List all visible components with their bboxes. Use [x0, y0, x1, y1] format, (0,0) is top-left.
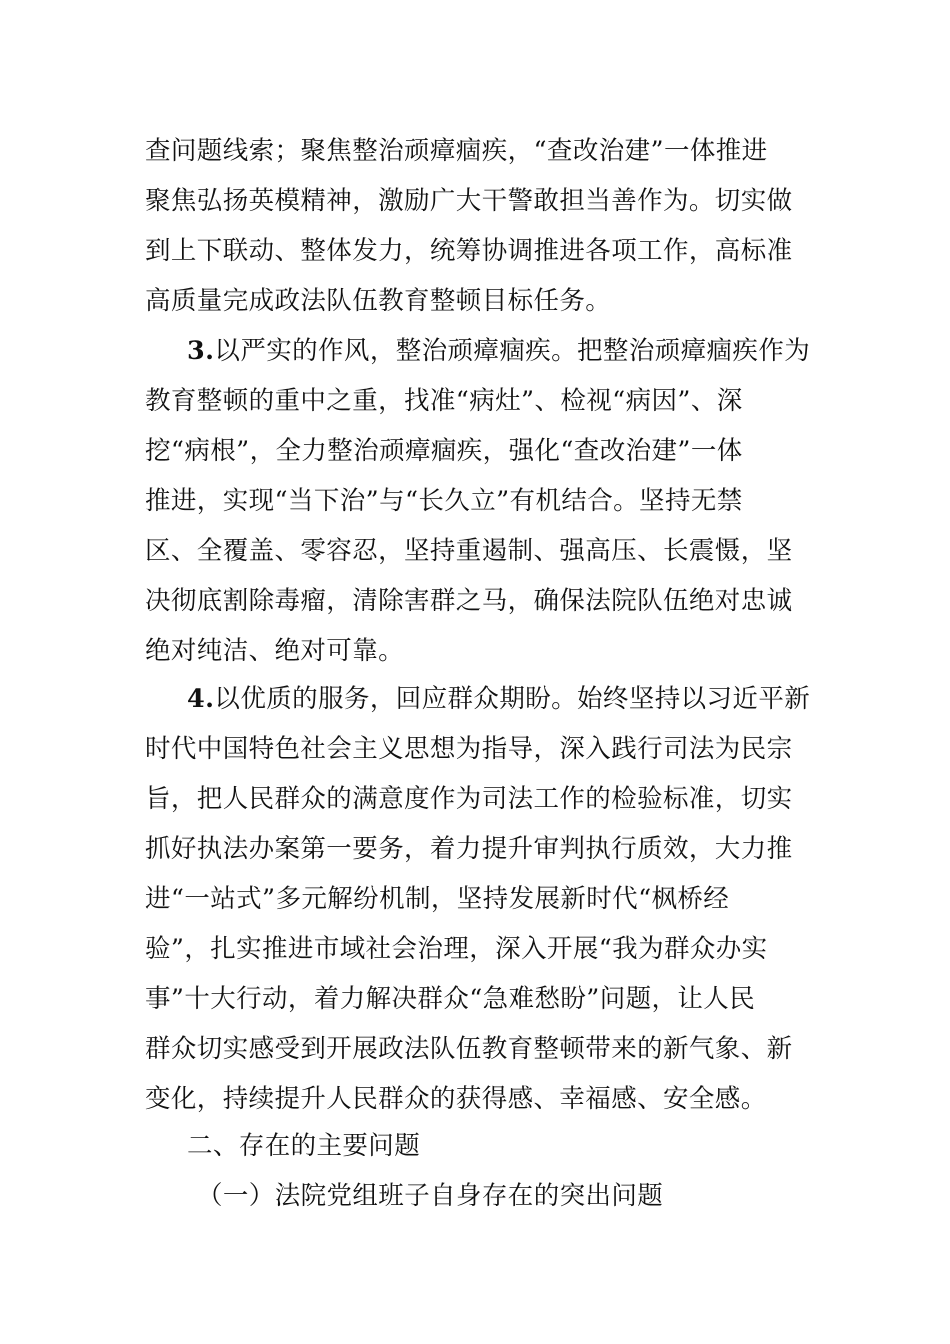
- paragraph-3-line: 事”十大行动，着力解决群众“急难愁盼”问题，让人民: [145, 984, 756, 1014]
- paragraph-2: [145, 326, 811, 676]
- paragraph-2-line: 教育整顿的重中之重，找准“病灶”、检视“病因”、深: [145, 386, 743, 416]
- paragraph-1-line: 聚焦弘扬英模精神，激励广大干警敢担当善作为。切实做: [145, 186, 793, 216]
- paragraph-3-first-line: [145, 674, 811, 724]
- paragraph-3-number: 4.: [187, 684, 215, 714]
- paragraph-3-line: 群众切实感受到开展政法队伍教育整顿带来的新气象、新: [145, 1034, 793, 1064]
- paragraph-3-line: 旨，把人民群众的满意度作为司法工作的检验标准，切实: [145, 784, 793, 814]
- paragraph-3-line: 验”，扎实推进市域社会治理，深入开展“我为群众办实: [145, 934, 768, 964]
- paragraph-3-line: 进“一站式”多元解纷机制，坚持发展新时代“枫桥经: [145, 884, 730, 914]
- paragraph-1: [145, 126, 805, 326]
- paragraph-3-line: 时代中国特色社会主义思想为指导，深入践行司法为民宗: [145, 734, 793, 764]
- paragraph-2-line: 绝对纯洁、绝对可靠。: [145, 636, 405, 666]
- paragraph-2-number: 3.: [187, 336, 215, 366]
- paragraph-1-line: 到上下联动、整体发力，统筹协调推进各项工作，高标准: [145, 236, 793, 266]
- paragraph-2-line: 推进，实现“当下治”与“长久立”有机结合。坚持无禁: [145, 486, 743, 516]
- paragraph-1-line: 高质量完成政法队伍教育整顿目标任务。: [145, 286, 612, 316]
- paragraph-3-first-line-text: 以优质的服务，回应群众期盼。始终坚持以习近平新: [214, 684, 811, 714]
- paragraph-3: [145, 674, 811, 1124]
- paragraph-3-line: 抓好执法办案第一要务，着力提升审判执行质效，大力推: [145, 834, 793, 864]
- paragraph-2-first-line-text: 以严实的作风，整治顽瘴痼疾。把整治顽瘴痼疾作为: [214, 336, 811, 366]
- paragraph-1-line: 查问题线索；聚焦整治顽瘴痼疾，“查改治建”一体推进: [145, 136, 768, 166]
- paragraph-2-first-line: [145, 326, 811, 376]
- section-heading-text: 二、存在的主要问题: [187, 1131, 421, 1161]
- subsection-heading: [145, 1171, 805, 1221]
- subsection-heading-text: （一）法院党组班子自身存在的突出问题: [197, 1181, 664, 1211]
- paragraph-2-line: 区、全覆盖、零容忍，坚持重遏制、强高压、长震慑，坚: [145, 536, 793, 566]
- paragraph-2-line: 决彻底割除毒瘤，清除害群之马，确保法院队伍绝对忠诚: [145, 586, 793, 616]
- paragraph-3-line: 变化，持续提升人民群众的获得感、幸福感、安全感。: [145, 1084, 767, 1114]
- section-heading: [145, 1121, 805, 1171]
- paragraph-2-line: 挖“病根”，全力整治顽瘴痼疾，强化“查改治建”一体: [145, 436, 743, 466]
